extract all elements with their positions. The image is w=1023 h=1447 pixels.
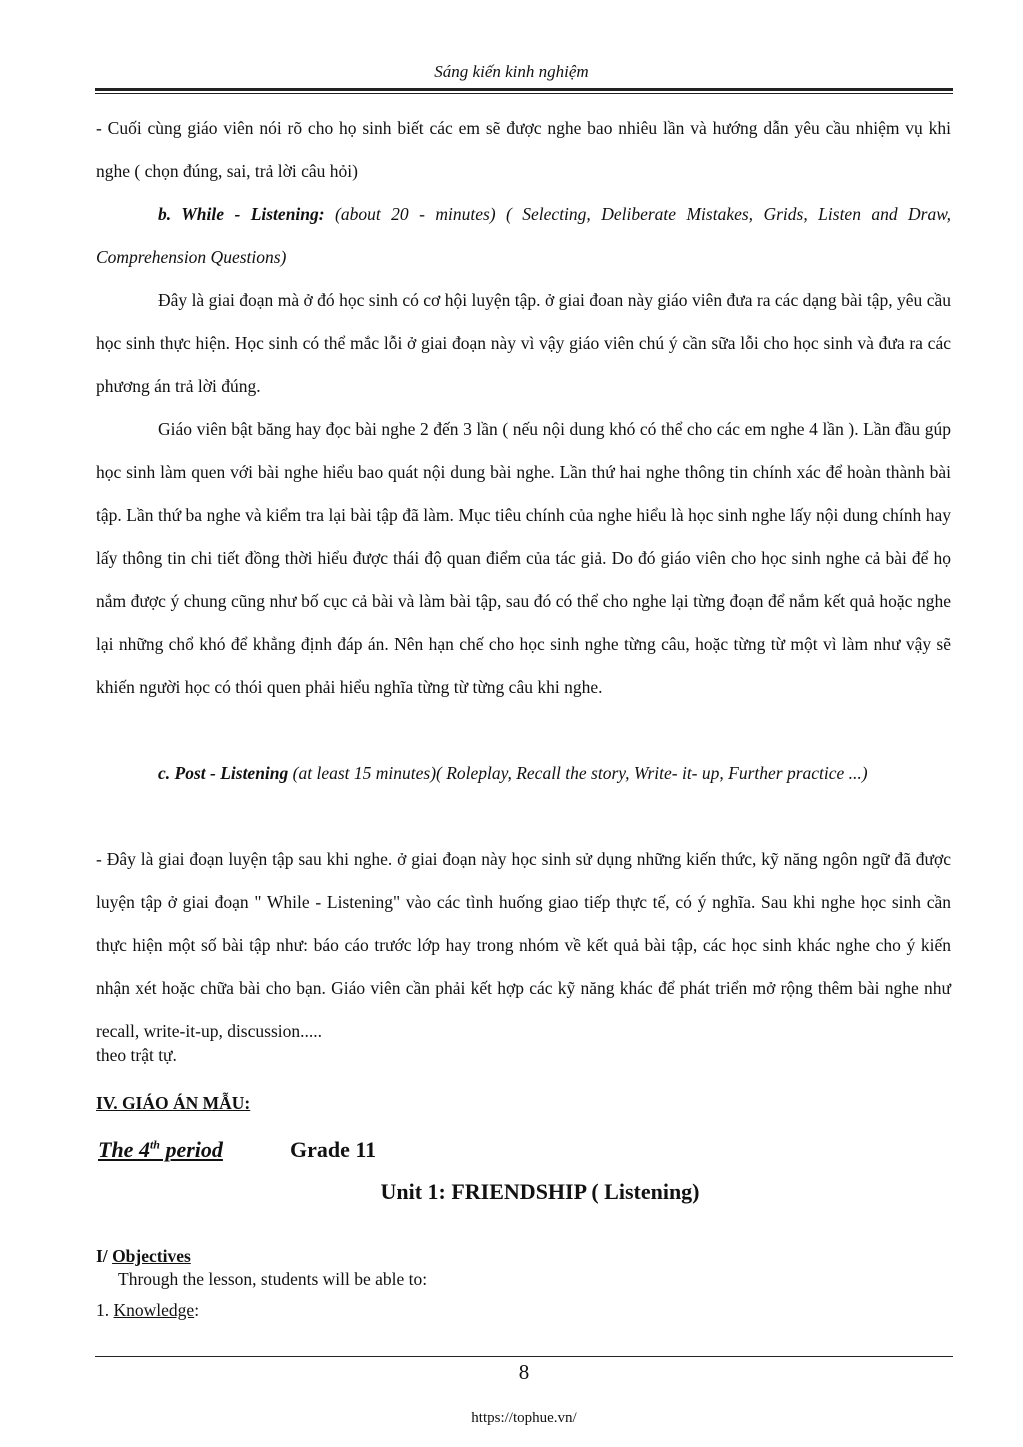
objective-item-knowledge [96, 1300, 199, 1321]
page-number: 8 [518, 1360, 530, 1384]
objectives-label: Objectives [112, 1246, 191, 1266]
paragraph-intro: - Cuối cùng giáo viên nói rõ cho họ sinh biết các em sẽ được nghe bao nhiêu lần và hướng dẫn yêu cầu nhiệm vụ khi nghe ( chọn đúng, sai, trả lời câu hỏi) [96, 118, 951, 181]
objectives-intro: Through the lesson, students will be able to: [118, 1269, 428, 1289]
source-url[interactable]: https://tophue.vn/ [471, 1410, 577, 1426]
footer-rule [95, 1356, 953, 1357]
while-listening-label: b. While - Listening: [158, 204, 325, 224]
post-listening-heading [96, 752, 951, 795]
lesson-grade: Grade 11 [290, 1137, 377, 1162]
period-text: The 4 [98, 1137, 150, 1162]
post-listening-detail: (at least 15 minutes)( Roleplay, Recall the story, Write- it- up, Further practice ...) [288, 763, 868, 783]
lesson-period [98, 1137, 223, 1163]
lesson-unit-title: Unit 1: FRIENDSHIP ( Listening) [380, 1179, 700, 1204]
header-rule [95, 88, 953, 91]
objectives-prefix: I/ [96, 1246, 113, 1266]
header-rule-thin [95, 93, 953, 94]
objectives-heading [96, 1246, 191, 1267]
while-listening-heading [96, 193, 951, 279]
objective-item-number: 1. [96, 1300, 114, 1320]
page-header: Sáng kiến kinh nghiệm [434, 62, 589, 81]
paragraph-post: - Đây là giai đoạn luyện tập sau khi nghe. ở giai đoạn này học sinh sử dụng những kiến thức, kỹ năng ngôn ngữ đã được luyện tập ở giai đoạn " While - Listening" vào các tình huống giao tiếp thực tế, có ý nghĩa. Sau khi nghe học sinh cần thực hiện một số bài tập như: báo cáo trước lớp hay trong nhóm về kết quả bài tập, các học sinh khác nghe cho ý kiến nhận xét hoặc chữa bài cho bạn. Giáo viên cần phải kết hợp các kỹ năng khác để phát triển mở rộng thêm bài nghe như recall, write-it-up, discussion..... [96, 849, 951, 1041]
paragraph-post-tail: theo trật tự. [96, 1045, 177, 1065]
objective-item-colon: : [194, 1300, 200, 1320]
section-title: IV. GIÁO ÁN MẪU: [96, 1093, 251, 1113]
objective-item-label: Knowledge [113, 1300, 195, 1320]
period-superscript: th [149, 1137, 160, 1152]
paragraph-while-2: Giáo viên bật băng hay đọc bài nghe 2 đến 3 lần ( nếu nội dung khó có thể cho các em nghe 4 lần ). Lần đầu gúp học sinh làm quen với bài nghe hiểu bao quát nội dung bài nghe. Lần thứ hai nghe thông tin chính xác để hoàn thành bài tập. Lần thứ ba nghe và kiểm tra lại bài tập đã làm. Mục tiêu chính của nghe hiểu là học sinh nghe lấy nội dung chính hay lấy thông tin chi tiết đồng thời hiểu được thái độ quan điểm của tác giả. Do đó giáo viên cho học sinh nghe cả bài để họ nắm được ý chung cũng như bố cục cả bài và làm bài tập, sau đó có thể cho nghe lại từng đoạn để nắm kết quả hoặc nghe lại những chổ khó để khẳng định đáp án. Nên hạn chế cho học sinh nghe từng câu, hoặc từng từ một vì làm như vậy sẽ khiến người học có thói quen phải hiểu nghĩa từng từ từng câu khi nghe. [96, 419, 951, 697]
period-text-end: period [159, 1137, 223, 1162]
paragraph-while-1: Đây là giai đoạn mà ở đó học sinh có cơ hội luyện tập. ở giai đoan này giáo viên đưa ra các dạng bài tập, yêu cầu học sinh thực hiện. Học sinh có thể mắc lỗi ở giai đoạn này vì vậy giáo viên chú ý cần sữa lỗi cho học sinh và đưa ra các phương án trả lời đúng. [96, 290, 951, 396]
post-listening-label: c. Post - Listening [158, 763, 289, 783]
while-listening-detail: (about 20 - minutes) ( Selecting, Deliberate Mistakes, Grids, Listen and Draw, Comprehension Questions) [96, 204, 951, 267]
